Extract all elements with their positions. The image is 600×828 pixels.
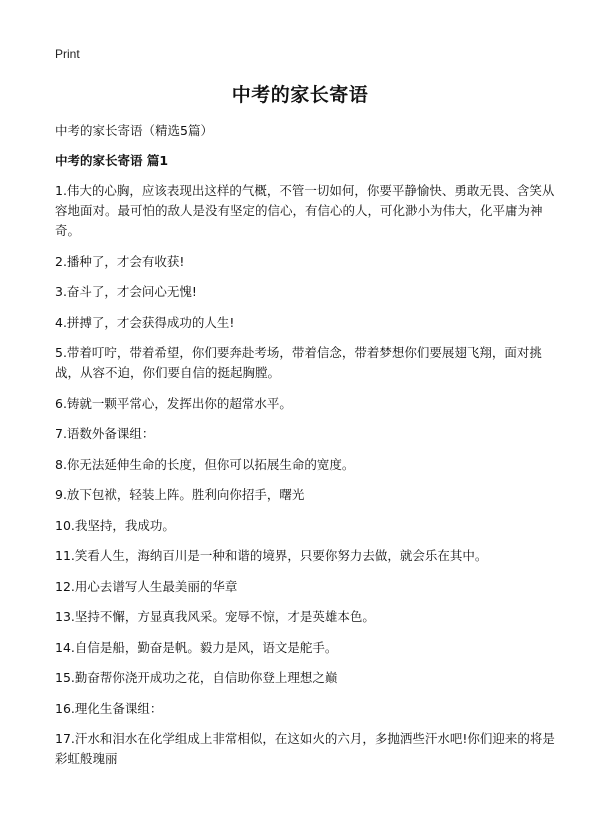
- list-item: 8.你无法延伸生命的长度，但你可以拓展生命的宽度。: [55, 456, 355, 472]
- list-item: 2.播种了，才会有收获!: [55, 253, 185, 269]
- list-item: 5.带着叮咛，带着希望，你们要奔赴考场，带着信念，带着梦想你们要展翅飞翔，面对挑战，从容不迫，你们要自信的挺起胸膛。: [55, 345, 542, 380]
- list-item: 16.理化生备课组：: [55, 700, 163, 716]
- document-subtitle: 中考的家长寄语（精选5篇）: [55, 123, 213, 138]
- list-item: 14.自信是船，勤奋是帆。毅力是风，语文是舵手。: [55, 639, 338, 655]
- list-item: 15.勤奋帮你浇开成功之花，自信助你登上理想之巅: [55, 670, 338, 685]
- list-item: 1.伟大的心胸，应该表现出这样的气概，不管一切如何，你要平静愉快、勇敢无畏、含笑从容地面对。最可怕的敌人是没有坚定的信心，有信心的人，可化渺小为伟大，化平庸为神奇。: [55, 183, 555, 238]
- list-item: 4.拼搏了，才会获得成功的人生!: [55, 314, 235, 330]
- list-item: 10.我坚持，我成功。: [55, 517, 175, 533]
- list-item: 3.奋斗了，才会问心无愧!: [55, 284, 197, 299]
- list-item: 6.铸就一颗平常心，发挥出你的超常水平。: [55, 395, 292, 411]
- list-item: 9.放下包袱，轻装上阵。胜利向你招手，曙光: [55, 487, 305, 502]
- list-item: 13.坚持不懈，方显真我风采。宠辱不惊，才是英雄本色。: [55, 609, 375, 624]
- message-list: [55, 181, 555, 780]
- print-label: Print: [55, 47, 80, 61]
- list-item: 7.语数外备课组：: [55, 426, 155, 441]
- page-title: 中考的家长寄语: [231, 84, 369, 106]
- list-item: 11.笑看人生，海纳百川是一种和谐的境界，只要你努力去做，就会乐在其中。: [55, 548, 488, 563]
- section-heading: 中考的家长寄语 篇1: [55, 153, 169, 168]
- list-item: 17.汗水和泪水在化学组成上非常相似，在这如火的六月，多抛洒些汗水吧!你们迎来的将是彩虹般瑰丽: [55, 731, 555, 766]
- list-item: 12.用心去谱写人生最美丽的华章: [55, 578, 238, 594]
